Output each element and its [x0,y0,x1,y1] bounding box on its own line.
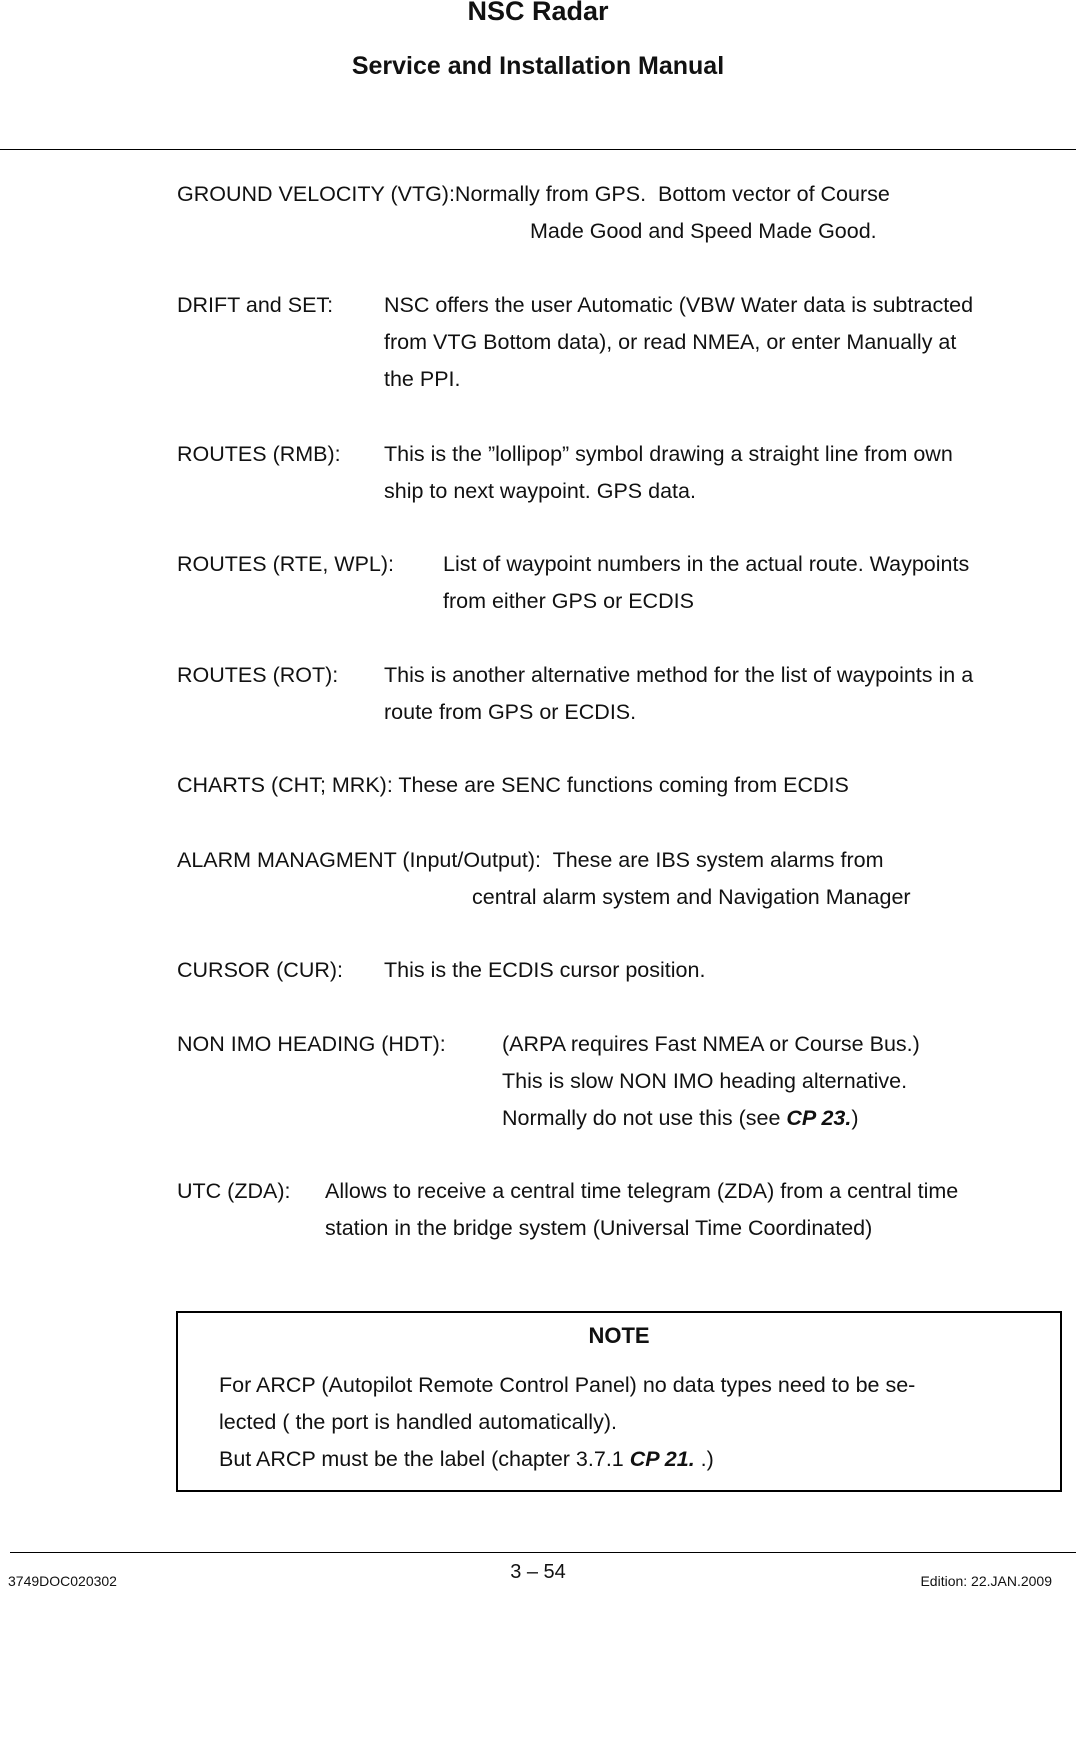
entry-vtg-line2: Made Good and Speed Made Good. [530,219,877,243]
entry-hdt-line3-close: ) [851,1106,859,1130]
entry-rte-line2: from either GPS or ECDIS [443,589,694,613]
entry-alarm-line1: ALARM MANAGMENT (Input/Output): These are IBS system alarms from [177,848,884,872]
footer-doc-id: 3749DOC020302 [8,1573,117,1589]
note-box [176,1311,1062,1492]
entry-drift-label: DRIFT and SET: [177,293,334,317]
note-line-3-close: .) [694,1447,714,1471]
note-line-2: lected ( the port is handled automatically). [219,1410,617,1434]
entry-hdt-label: NON IMO HEADING (HDT): [177,1032,446,1056]
entry-rot-label: ROUTES (ROT): [177,663,339,687]
cp21-reference: CP 21. [629,1447,695,1471]
entry-rot-line1: This is another alternative method for the list of waypoints in a [384,663,974,687]
entry-rte-line1: List of waypoint numbers in the actual route. Waypoints [443,552,970,576]
entry-alarm-line2: central alarm system and Navigation Manager [472,885,911,909]
note-title: NOTE [588,1323,650,1348]
entry-hdt-line2: This is slow NON IMO heading alternative. [502,1069,908,1093]
note-line-1: For ARCP (Autopilot Remote Control Panel) no data types need to be se- [219,1373,916,1397]
header-title: NSC Radar [467,0,609,26]
entry-cursor-line1: This is the ECDIS cursor position. [384,958,706,982]
entry-hdt-line3 [502,1100,859,1137]
entry-rmb-line1: This is the ”lollipop” symbol drawing a straight line from own [384,442,953,466]
entry-drift-line1: NSC offers the user Automatic (VBW Water data is subtracted [384,293,974,317]
entry-utc-line2: station in the bridge system (Universal Time Coordinated) [325,1216,873,1240]
entry-charts-line1: CHARTS (CHT; MRK): These are SENC functions coming from ECDIS [177,773,849,797]
entry-utc-label: UTC (ZDA): [177,1179,291,1203]
entry-cursor-label: CURSOR (CUR): [177,958,344,982]
note-line-3 [219,1447,714,1472]
entry-hdt-line1: (ARPA requires Fast NMEA or Course Bus.) [502,1032,920,1056]
footer-edition: Edition: 22.JAN.2009 [920,1573,1052,1589]
cp23-reference: CP 23. [786,1106,852,1130]
entry-drift-line3: the PPI. [384,367,461,391]
entry-rmb-line2: ship to next waypoint. GPS data. [384,479,696,503]
footer-page-number: 3 – 54 [510,1561,566,1583]
entry-drift-line2: from VTG Bottom data), or read NMEA, or enter Manually at [384,330,957,354]
entry-rot-line2: route from GPS or ECDIS. [384,700,637,724]
header-subtitle: Service and Installation Manual [351,52,725,80]
entry-hdt-line3-text: Normally do not use this (see [502,1106,787,1130]
entry-rmb-label: ROUTES (RMB): [177,442,341,466]
entry-rte-label: ROUTES (RTE, WPL): [177,552,395,576]
entry-utc-line1: Allows to receive a central time telegram (ZDA) from a central time [325,1179,959,1203]
note-line-3-text: But ARCP must be the label (chapter 3.7.1 [219,1447,630,1471]
entry-vtg-line1: GROUND VELOCITY (VTG):Normally from GPS. Bottom vector of Course [177,182,890,206]
footer-divider [10,1552,1076,1553]
